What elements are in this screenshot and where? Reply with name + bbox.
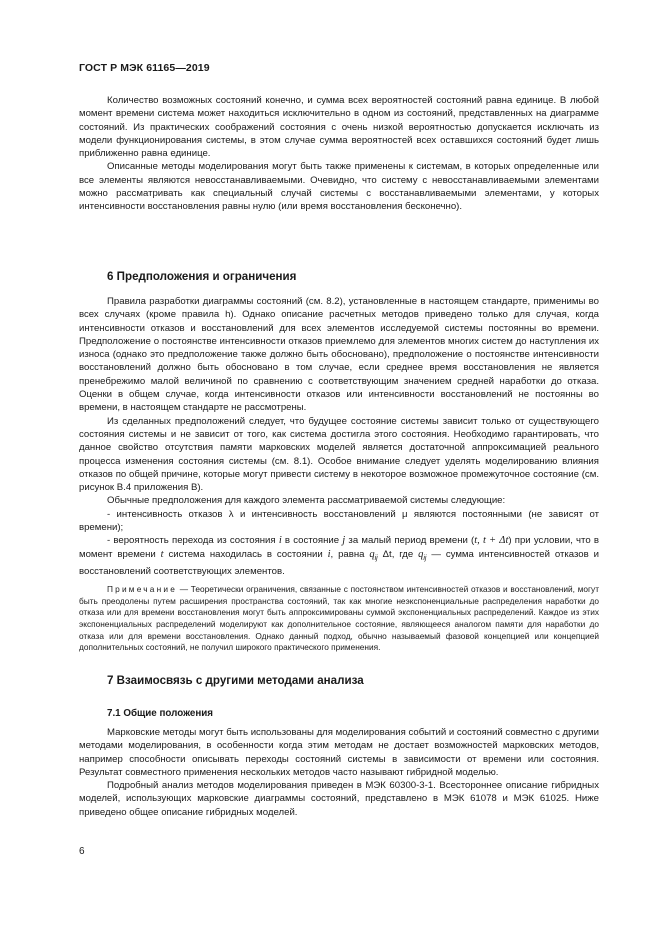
intro-paragraph-1: Количество возможных состояний конечно, и сумма всех вероятностей состояний равна единице. В любой момент времени система может находиться исключительно в одном из состояний, представленных на диаграмме состояний. Из практических соображений состояния с очень низкой вероятностью допускается исключать из модели функционирования системы, в этом случае сумма вероятностей всех оставшихся состояний будет лишь приближенно равна единице.: [79, 95, 599, 160]
assumption-bullet-1: [79, 508, 599, 535]
bullet-1-text-a: - интенсивность отказов: [107, 508, 229, 520]
state-j: j: [342, 535, 346, 547]
q-subscript-2: ij: [423, 554, 427, 562]
section-7-body: [79, 726, 599, 819]
bullet-2-text-b: в состояние: [281, 535, 343, 547]
q-subscript: ij: [374, 554, 378, 562]
document-header: ГОСТ Р МЭК 61165—2019: [79, 62, 210, 74]
state-i: i: [278, 535, 282, 547]
assumption-bullet-2: [79, 534, 599, 578]
bullet-1-text-b: и интенсивность восстановлений: [233, 508, 403, 520]
section-7-paragraph-1: Марковские методы могут быть использованы для моделирования событий и состояний совместно с другими методами моделирования, в особенности когда этим методам не достает возможностей марковских методов, например способности описывать переходы состояний системы в зависимости от времени или состояния. Результат совместного применения нескольких методов часто называют гибридной моделью.: [79, 727, 599, 778]
subsection-7-1-title: 7.1 Общие положения: [107, 708, 214, 719]
section-6-paragraph-1: Правила разработки диаграммы состояний (см. 8.2), установленные в настоящем стандарте, применимы во всех случаях (кроме правила h). Однако описание расчетных методов приведено только для случая, когда интенсивности отказов и восстановлений для всех элементов исследуемой системы постоянны во времени. Предположение о постоянстве интенсивности отказов приемлемо для элементов многих систем до наступления их износа (однако это предположение также должно быть обосновано), предположение о постоянстве интенсивности восстановлений должно быть обосновано в том случае, если среднее время восстановления не является пренебрежимо малой величиной по сравнению с соответствующим значением средней наработки до отказа. Оценки в общем случае, когда интенсивности отказов или интенсивности восстановлений не постоянны во времени, в настоящем стандарте не рассмотрены.: [79, 296, 599, 414]
section-7-paragraph-2: Подробный анализ методов моделирования приведен в МЭК 60300-3-1. Всестороннее описание гибридных моделей, использующих марковские диаграммы состояний, представлено в МЭК 61078 и МЭК 61025. Ниже приведено общее описание гибридных моделей.: [79, 780, 599, 818]
bullet-2-text-g: Δt, где: [377, 548, 419, 560]
bullet-2-text-e: система находилась в состоянии: [163, 548, 328, 560]
subsection-7-1: [79, 708, 599, 719]
section-7: [79, 674, 599, 687]
lambda-symbol: λ: [228, 508, 234, 520]
section-6-title: 6 Предположения и ограничения: [107, 270, 297, 283]
bullet-2-text-c: за малый период времени (: [345, 535, 475, 547]
bullet-1-text-c: являются постоянными (не зависят от времени);: [79, 508, 599, 534]
time-t: t: [160, 548, 164, 560]
note-label: Примечание: [107, 584, 178, 595]
section-6-paragraph-2: Из сделанных предположений следует, что будущее состояние системы зависит только от существующего состояния системы и не зависит от того, как система достигла этого состояния. Необходимо гарантировать, что данное свойство отсутствия памяти марковских моделей является достаточной аппроксимацией реального процесса изменения состояния системы (см. 8.1). Особое внимание следует уделять моделированию влияния отказов по общей причине, которые могут привести систему в некоторое возможное промежуточное состояние (см. рисунок В.4 приложения В).: [79, 415, 599, 494]
section-6-paragraph-3: Обычные предположения для каждого элемента рассматриваемой системы следующие:: [107, 495, 506, 507]
bullet-2-text-a: - вероятность перехода из состояния: [107, 535, 279, 547]
section-6: [79, 270, 599, 283]
intro-block: [79, 94, 599, 214]
bullet-2-text-h: — сумма интенсивностей отказов и восстановлений соответствующих элементов.: [79, 548, 599, 577]
section-7-title: 7 Взаимосвязь с другими методами анализа: [107, 674, 364, 687]
bullet-2-text-f: , равна: [330, 548, 370, 560]
q-symbol-2: q: [418, 548, 424, 560]
section-6-body: [79, 295, 599, 654]
bullet-2-text-d: ) при условии, что в момент времени: [79, 535, 599, 560]
time-interval: t, t + Δt: [474, 535, 509, 547]
q-symbol: q: [369, 548, 375, 560]
intro-paragraph-2: Описанные методы моделирования могут быть также применены к системам, в которых определенные или все элементы являются невосстанавливаемыми. Очевидно, что систему с невосстанавливаемыми элементами можно рассматривать как специальный случай системы с восстанавливаемыми элементами, у которых интенсивности восстановления равны нулю (или время восстановления бесконечно).: [79, 161, 599, 213]
page-number: 6: [79, 846, 85, 857]
section-6-note: [79, 584, 599, 654]
mu-symbol: μ: [402, 508, 408, 520]
note-text: — Теоретически ограничения, связанные с постоянством интенсивностей отказов и восстановлений, могут быть преодолены путем расширения пространства состояний, так как многие неэкспоненциальные распределения наработки до отказа или для времени восстановления могут быть аппроксимированы суммой экспоненциальных распределений. Каждое из этих экспоненциальных распределений моделируют как дополнительное состояние, являющееся аналогом памяти для наработки до отказа или для времени восстановления. Однако данный подход, обычно называемый фазовой концепцией или концепцией дополнительных состояний, не получил широкого практического применения.: [79, 584, 599, 653]
state-i-2: i: [327, 548, 331, 560]
